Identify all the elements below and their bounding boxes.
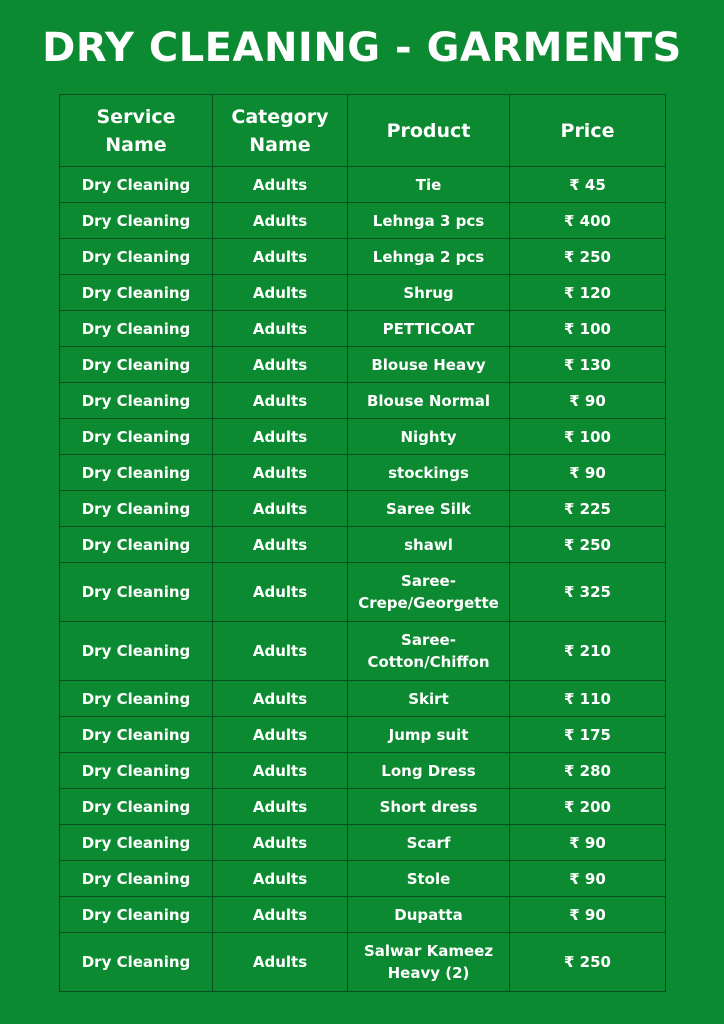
cell-category: Adults <box>213 681 348 717</box>
cell-price: ₹ 225 <box>510 491 666 527</box>
cell-service: Dry Cleaning <box>60 239 213 275</box>
cell-category: Adults <box>213 419 348 455</box>
cell-product: Skirt <box>348 681 510 717</box>
cell-category: Adults <box>213 203 348 239</box>
cell-service: Dry Cleaning <box>60 563 213 622</box>
table-row <box>60 527 666 563</box>
cell-price: ₹ 90 <box>510 861 666 897</box>
cell-price: ₹ 325 <box>510 563 666 622</box>
cell-price: ₹ 280 <box>510 753 666 789</box>
cell-product: Tie <box>348 167 510 203</box>
cell-category: Adults <box>213 491 348 527</box>
cell-category: Adults <box>213 717 348 753</box>
cell-price: ₹ 90 <box>510 383 666 419</box>
cell-price: ₹ 100 <box>510 419 666 455</box>
cell-price: ₹ 175 <box>510 717 666 753</box>
cell-price: ₹ 120 <box>510 275 666 311</box>
cell-product: Scarf <box>348 825 510 861</box>
cell-category: Adults <box>213 239 348 275</box>
cell-price: ₹ 250 <box>510 933 666 992</box>
cell-category: Adults <box>213 933 348 992</box>
table-row <box>60 789 666 825</box>
cell-product: Shrug <box>348 275 510 311</box>
cell-service: Dry Cleaning <box>60 861 213 897</box>
table-row <box>60 311 666 347</box>
cell-service: Dry Cleaning <box>60 753 213 789</box>
price-table <box>59 94 666 992</box>
cell-service: Dry Cleaning <box>60 347 213 383</box>
table-row <box>60 753 666 789</box>
cell-service: Dry Cleaning <box>60 167 213 203</box>
table-row <box>60 347 666 383</box>
table-row <box>60 239 666 275</box>
cell-product: Blouse Normal <box>348 383 510 419</box>
cell-category: Adults <box>213 275 348 311</box>
cell-price: ₹ 90 <box>510 897 666 933</box>
table-header-row <box>60 95 666 167</box>
table-row <box>60 861 666 897</box>
cell-price: ₹ 400 <box>510 203 666 239</box>
cell-category: Adults <box>213 167 348 203</box>
cell-service: Dry Cleaning <box>60 897 213 933</box>
cell-category: Adults <box>213 825 348 861</box>
header-service-name: Service Name <box>60 95 213 167</box>
table-row <box>60 825 666 861</box>
cell-category: Adults <box>213 789 348 825</box>
header-category-name: Category Name <box>213 95 348 167</box>
cell-category: Adults <box>213 311 348 347</box>
table-row <box>60 897 666 933</box>
cell-price: ₹ 210 <box>510 622 666 681</box>
cell-category: Adults <box>213 861 348 897</box>
cell-service: Dry Cleaning <box>60 419 213 455</box>
cell-product: Blouse Heavy <box>348 347 510 383</box>
cell-category: Adults <box>213 563 348 622</box>
table-row <box>60 563 666 622</box>
cell-service: Dry Cleaning <box>60 825 213 861</box>
cell-service: Dry Cleaning <box>60 933 213 992</box>
table-row <box>60 622 666 681</box>
cell-price: ₹ 130 <box>510 347 666 383</box>
cell-service: Dry Cleaning <box>60 789 213 825</box>
cell-product: stockings <box>348 455 510 491</box>
cell-category: Adults <box>213 527 348 563</box>
page-title: DRY CLEANING - GARMENTS <box>42 25 682 71</box>
table-row <box>60 203 666 239</box>
cell-price: ₹ 250 <box>510 527 666 563</box>
cell-service: Dry Cleaning <box>60 622 213 681</box>
cell-category: Adults <box>213 622 348 681</box>
cell-product: Saree-Crepe/Georgette <box>348 563 510 622</box>
cell-product: Lehnga 2 pcs <box>348 239 510 275</box>
cell-category: Adults <box>213 455 348 491</box>
table-row <box>60 383 666 419</box>
table-row <box>60 419 666 455</box>
cell-product: Stole <box>348 861 510 897</box>
cell-price: ₹ 200 <box>510 789 666 825</box>
cell-product: Saree-Cotton/Chiffon <box>348 622 510 681</box>
cell-product: PETTICOAT <box>348 311 510 347</box>
cell-product: Long Dress <box>348 753 510 789</box>
cell-service: Dry Cleaning <box>60 681 213 717</box>
cell-service: Dry Cleaning <box>60 275 213 311</box>
table-row <box>60 275 666 311</box>
cell-category: Adults <box>213 383 348 419</box>
table-row <box>60 455 666 491</box>
cell-category: Adults <box>213 347 348 383</box>
cell-product: Jump suit <box>348 717 510 753</box>
cell-service: Dry Cleaning <box>60 311 213 347</box>
cell-service: Dry Cleaning <box>60 527 213 563</box>
header-price: Price <box>510 95 666 167</box>
cell-service: Dry Cleaning <box>60 717 213 753</box>
cell-service: Dry Cleaning <box>60 455 213 491</box>
cell-price: ₹ 45 <box>510 167 666 203</box>
table-row <box>60 491 666 527</box>
cell-category: Adults <box>213 753 348 789</box>
header-product: Product <box>348 95 510 167</box>
cell-price: ₹ 90 <box>510 455 666 491</box>
cell-product: Salwar Kameez Heavy (2) <box>348 933 510 992</box>
cell-product: Saree Silk <box>348 491 510 527</box>
cell-price: ₹ 100 <box>510 311 666 347</box>
cell-service: Dry Cleaning <box>60 491 213 527</box>
cell-service: Dry Cleaning <box>60 383 213 419</box>
cell-price: ₹ 250 <box>510 239 666 275</box>
cell-service: Dry Cleaning <box>60 203 213 239</box>
cell-product: Short dress <box>348 789 510 825</box>
cell-category: Adults <box>213 897 348 933</box>
cell-price: ₹ 110 <box>510 681 666 717</box>
cell-product: Lehnga 3 pcs <box>348 203 510 239</box>
cell-product: shawl <box>348 527 510 563</box>
table-row <box>60 933 666 992</box>
table-row <box>60 717 666 753</box>
table-row <box>60 167 666 203</box>
cell-product: Dupatta <box>348 897 510 933</box>
cell-product: Nighty <box>348 419 510 455</box>
table-row <box>60 681 666 717</box>
cell-price: ₹ 90 <box>510 825 666 861</box>
